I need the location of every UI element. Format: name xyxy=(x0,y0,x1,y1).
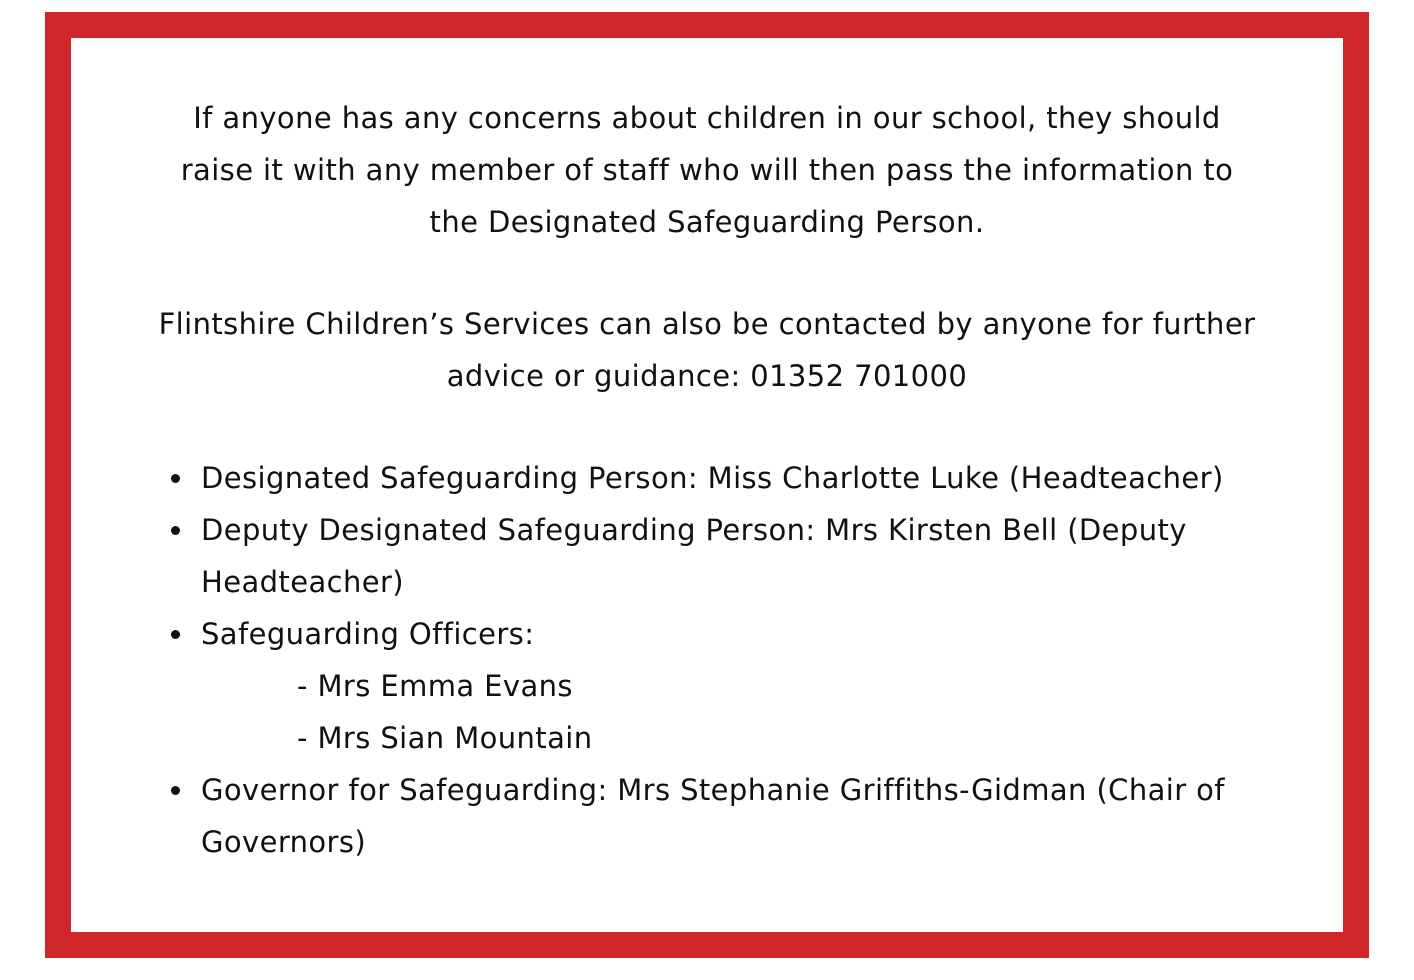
intro-line-3: the Designated Safeguarding Person. xyxy=(429,205,985,239)
contact-line-2: advice or guidance: 01352 701000 xyxy=(446,359,968,393)
intro-line-2: raise it with any member of staff who will then pass the information to xyxy=(180,153,1234,187)
officers-heading: Safeguarding Officers: xyxy=(201,617,535,651)
dsp-text: Designated Safeguarding Person: Miss Charlotte Luke (Headteacher) xyxy=(201,461,1224,495)
list-item-dsp xyxy=(171,452,1351,504)
list-item-governor xyxy=(171,764,1351,868)
bullet-icon xyxy=(171,526,180,535)
deputy-dsp-text: Deputy Designated Safeguarding Person: Mrs Kirsten Bell (Deputy Headteacher) xyxy=(201,513,1187,599)
safeguarding-roles-list xyxy=(171,452,1351,868)
list-item-officers xyxy=(171,608,1351,764)
contact-paragraph xyxy=(101,298,1313,402)
governor-text: Governor for Safeguarding: Mrs Stephanie Griffiths-Gidman (Chair of Governors) xyxy=(201,773,1225,859)
officers-sublist xyxy=(201,660,1351,764)
bullet-icon xyxy=(171,786,180,795)
intro-paragraph xyxy=(111,92,1303,248)
bullet-icon xyxy=(171,474,180,483)
officer-item: - Mrs Sian Mountain xyxy=(297,721,593,755)
red-border-frame xyxy=(45,12,1369,958)
list-item-deputy-dsp xyxy=(171,504,1351,608)
intro-line-1: If anyone has any concerns about children in our school, they should xyxy=(193,101,1221,135)
contact-line-1: Flintshire Children’s Services can also be contacted by anyone for further xyxy=(158,307,1256,341)
bullet-icon xyxy=(171,630,180,639)
officer-item: - Mrs Emma Evans xyxy=(297,669,573,703)
